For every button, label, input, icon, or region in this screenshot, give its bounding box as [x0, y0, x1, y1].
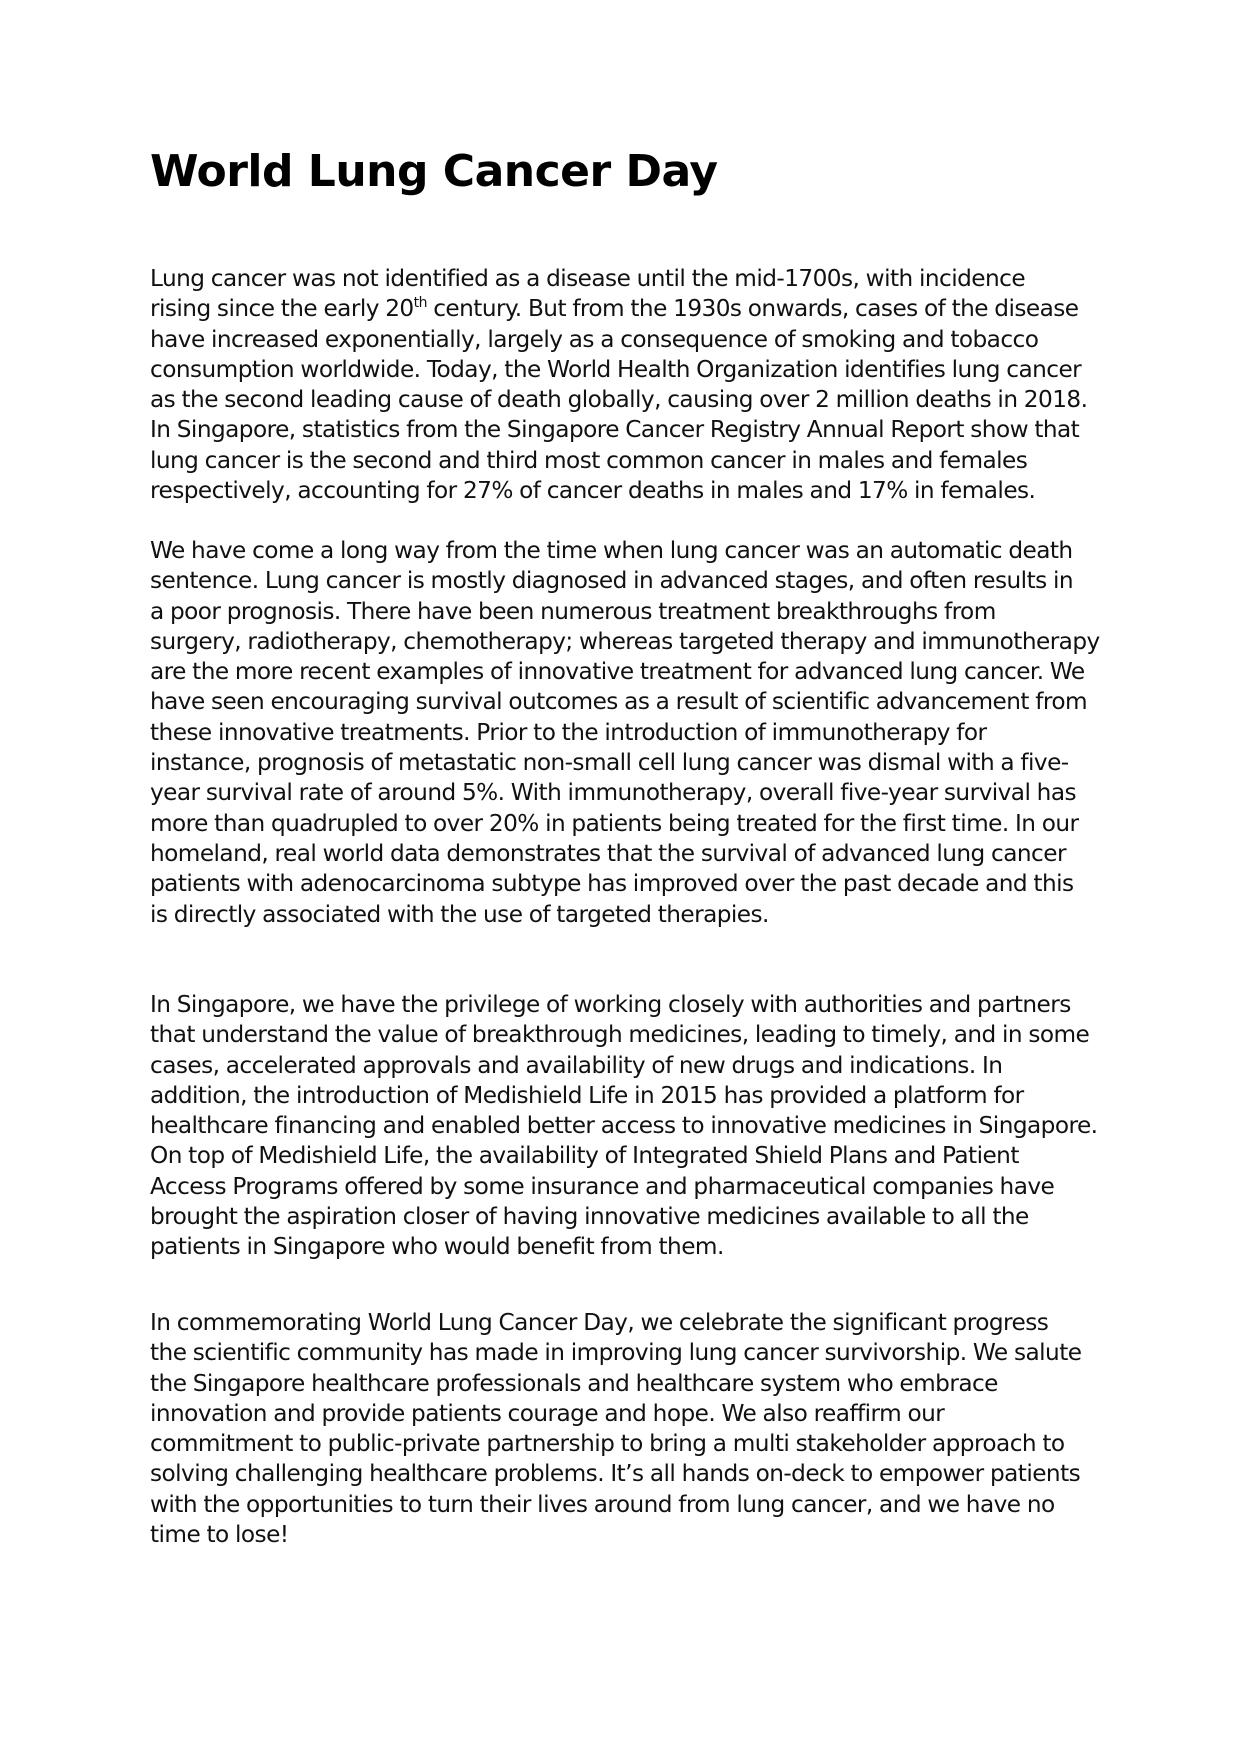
paragraph-commemoration	[150, 1308, 1081, 1550]
paragraph-line: with the opportunities to turn their lives around from lung cancer, and we have no	[150, 1490, 1055, 1518]
paragraph-line: are the more recent examples of innovative treatment for advanced lung cancer. We	[150, 658, 1085, 686]
paragraph-line: have increased exponentially, largely as a consequence of smoking and tobacco	[150, 325, 1039, 353]
paragraph-line: innovation and provide patients courage and hope. We also reaffirm our	[150, 1399, 945, 1427]
paragraph-line: We have come a long way from the time when lung cancer was an automatic death	[150, 537, 1073, 564]
paragraph-line: In commemorating World Lung Cancer Day, we celebrate the significant progress	[150, 1309, 1049, 1336]
paragraph-line: patients with adenocarcinoma subtype has improved over the past decade and this	[150, 870, 1074, 898]
paragraph-line: Lung cancer was not identified as a disease until the mid-1700s, with incidence	[150, 265, 1026, 292]
paragraph-line: patients in Singapore who would benefit from them.	[150, 1233, 724, 1261]
line-text: rising since the early 20	[150, 295, 414, 323]
paragraph-line: as the second leading cause of death globally, causing over 2 million deaths in 2018.	[150, 386, 1088, 414]
paragraph-line	[150, 294, 1087, 324]
paragraph-line: lung cancer is the second and third most common cancer in males and females	[150, 446, 1028, 474]
paragraph-line: a poor prognosis. There have been numerous treatment breakthroughs from	[150, 597, 996, 625]
paragraph-line: commitment to public-private partnership to bring a multi stakeholder approach to	[150, 1430, 1065, 1458]
paragraph-line: homeland, real world data demonstrates that the survival of advanced lung cancer	[150, 839, 1066, 867]
paragraph-line: Access Programs offered by some insurance and pharmaceutical companies have	[150, 1172, 1055, 1200]
paragraph-treatment	[150, 536, 1100, 930]
paragraph-line: more than quadrupled to over 20% in patients being treated for the first time. In our	[150, 809, 1079, 837]
paragraph-line: sentence. Lung cancer is mostly diagnosed in advanced stages, and often results in	[150, 567, 1074, 595]
paragraph-line: consumption worldwide. Today, the World Health Organization identifies lung cancer	[150, 355, 1082, 383]
paragraph-line: brought the aspiration closer of having innovative medicines available to all the	[150, 1203, 1029, 1231]
superscript-text: th	[413, 295, 427, 312]
paragraph-line: solving challenging healthcare problems. It’s all hands on-deck to empower patients	[150, 1460, 1081, 1488]
paragraph-line: have seen encouraging survival outcomes as a result of scientific advancement from	[150, 688, 1088, 716]
paragraph-line: healthcare financing and enabled better access to innovative medicines in Singapore.	[150, 1112, 1098, 1140]
paragraph-line: addition, the introduction of Medishield Life in 2015 has provided a platform for	[150, 1081, 1024, 1109]
paragraph-line: these innovative treatments. Prior to the introduction of immunotherapy for	[150, 718, 987, 746]
paragraph-line: time to lose!	[150, 1521, 289, 1549]
paragraph-line: is directly associated with the use of targeted therapies.	[150, 900, 769, 928]
line-text: century. But from the 1930s onwards, cases of the disease	[426, 295, 1079, 323]
paragraph-line: year survival rate of around 5%. With immunotherapy, overall five-year survival has	[150, 779, 1077, 807]
page-title: World Lung Cancer Day	[150, 146, 718, 197]
paragraph-line: respectively, accounting for 27% of cancer deaths in males and 17% in females.	[150, 477, 1036, 505]
paragraph-line: cases, accelerated approvals and availability of new drugs and indications. In	[150, 1051, 1003, 1079]
paragraph-line: the scientific community has made in improving lung cancer survivorship. We salute	[150, 1339, 1082, 1367]
paragraph-line: instance, prognosis of metastatic non-small cell lung cancer was dismal with a five-	[150, 749, 1069, 777]
paragraph-line: the Singapore healthcare professionals and healthcare system who embrace	[150, 1369, 998, 1397]
paragraph-line: that understand the value of breakthrough medicines, leading to timely, and in some	[150, 1021, 1090, 1049]
paragraph-incidence	[150, 264, 1087, 506]
paragraph-line: surgery, radiotherapy, chemotherapy; whereas targeted therapy and immunotherapy	[150, 627, 1100, 655]
paragraph-line: In Singapore, statistics from the Singapore Cancer Registry Annual Report show that	[150, 416, 1080, 444]
paragraph-line: In Singapore, we have the privilege of working closely with authorities and partners	[150, 991, 1071, 1018]
paragraph-line: On top of Medishield Life, the availability of Integrated Shield Plans and Patient	[150, 1142, 1019, 1170]
paragraph-access	[150, 990, 1098, 1263]
